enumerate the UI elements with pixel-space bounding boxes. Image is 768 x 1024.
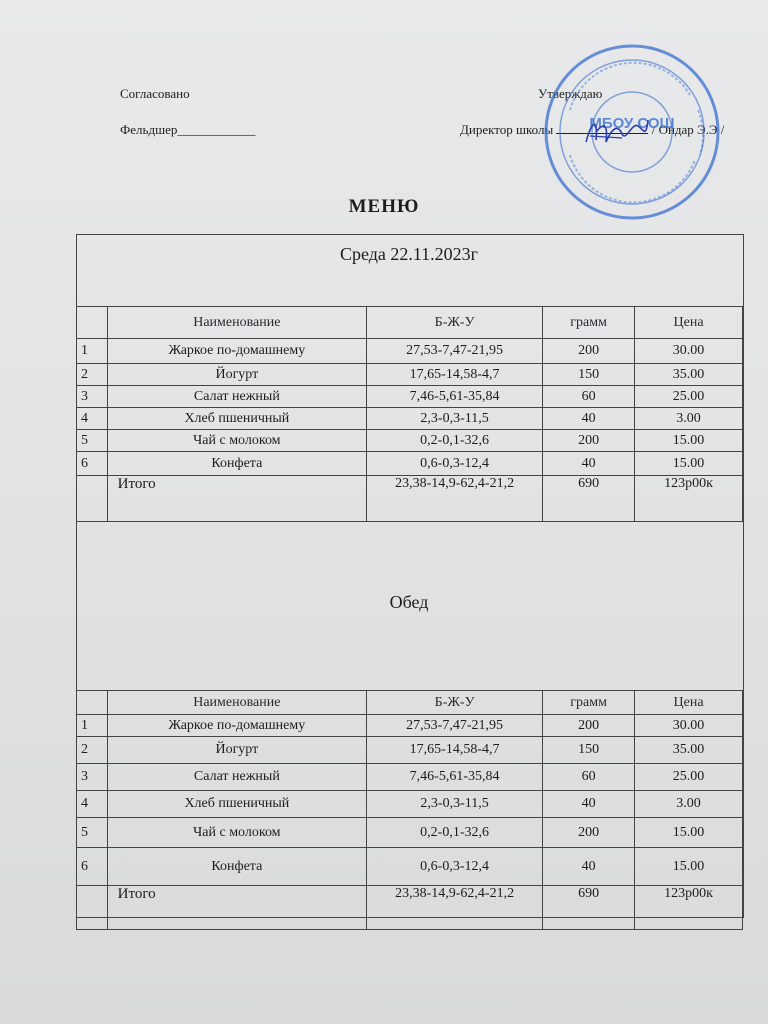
dish-price: 35.00 (635, 737, 743, 764)
dish-gram: 40 (543, 408, 635, 430)
table-row (77, 791, 743, 818)
dish-name: Салат нежный (107, 386, 366, 408)
dish-price: 3.00 (635, 791, 743, 818)
dish-gram: 40 (543, 848, 635, 886)
dish-price: 15.00 (635, 848, 743, 886)
row-num: 5 (77, 430, 108, 452)
dish-gram: 200 (543, 715, 635, 737)
dish-bju: 7,46-5,61-35,84 (367, 386, 543, 408)
dish-price: 30.00 (635, 715, 743, 737)
dish-bju: 0,2-0,1-32,6 (367, 430, 543, 452)
dish-bju: 0,2-0,1-32,6 (367, 818, 543, 848)
stamp-text: МБОУ СОШ (589, 115, 675, 132)
dish-gram: 200 (543, 430, 635, 452)
dish-bju: 7,46-5,61-35,84 (367, 764, 543, 791)
total-gram: 690 (543, 476, 635, 522)
dish-price: 15.00 (635, 430, 743, 452)
dish-price: 15.00 (635, 452, 743, 476)
row-num: 1 (77, 339, 108, 364)
total-num-cell (77, 886, 108, 930)
row-num: 4 (77, 791, 108, 818)
row-num: 1 (77, 715, 108, 737)
header-gram: грамм (543, 307, 635, 339)
total-price: 123р00к (635, 476, 743, 522)
table-row (77, 364, 743, 386)
document-title: МЕНЮ (348, 196, 420, 217)
dish-name: Йогурт (107, 364, 366, 386)
dish-bju: 17,65-14,58-4,7 (367, 364, 543, 386)
table-row (77, 386, 743, 408)
table-row (77, 452, 743, 476)
dish-bju: 17,65-14,58-4,7 (367, 737, 543, 764)
row-num: 2 (77, 737, 108, 764)
lunch-table (76, 690, 743, 930)
header-num-cell (77, 307, 108, 339)
header-num-cell (77, 691, 108, 715)
row-num: 6 (77, 452, 108, 476)
header-name: Наименование (107, 307, 366, 339)
dish-price: 25.00 (635, 386, 743, 408)
paramedic-label: Фельдшер____________ (120, 122, 256, 137)
dish-gram: 200 (543, 339, 635, 364)
table-row (77, 764, 743, 791)
dish-bju: 2,3-0,3-11,5 (367, 791, 543, 818)
total-bju: 23,38-14,9-62,4-21,2 (367, 476, 543, 522)
lunch-heading: Обед (389, 592, 429, 612)
dish-gram: 150 (543, 737, 635, 764)
dish-bju: 27,53-7,47-21,95 (367, 339, 543, 364)
header-price: Цена (635, 691, 743, 715)
dish-price: 3.00 (635, 408, 743, 430)
dish-name: Хлеб пшеничный (107, 408, 366, 430)
total-price: 123р00к (635, 886, 743, 930)
table-row (77, 408, 743, 430)
dish-gram: 60 (543, 764, 635, 791)
row-num: 2 (77, 364, 108, 386)
dish-name: Салат нежный (107, 764, 366, 791)
agreed-label: Согласовано (120, 86, 190, 101)
dish-name: Конфета (107, 452, 366, 476)
dish-gram: 40 (543, 452, 635, 476)
table-row (77, 737, 743, 764)
dish-name: Йогурт (107, 737, 366, 764)
dish-gram: 40 (543, 791, 635, 818)
dish-name: Чай с молоком (107, 818, 366, 848)
total-row (77, 886, 743, 930)
approval-left-block (120, 86, 255, 158)
header-price: Цена (635, 307, 743, 339)
breakfast-table (76, 306, 743, 522)
total-label: Итого (107, 886, 366, 930)
table-header-row (77, 691, 743, 715)
header-gram: грамм (543, 691, 635, 715)
row-num: 3 (77, 764, 108, 791)
dish-name: Конфета (107, 848, 366, 886)
total-bju: 23,38-14,9-62,4-21,2 (367, 886, 543, 930)
dish-price: 25.00 (635, 764, 743, 791)
signature-icon (582, 112, 652, 152)
director-name: / Ондар Э.Э / (651, 122, 725, 137)
dish-name: Чай с молоком (107, 430, 366, 452)
header-name: Наименование (107, 691, 366, 715)
table-row (77, 715, 743, 737)
dish-price: 35.00 (635, 364, 743, 386)
row-num: 4 (77, 408, 108, 430)
total-gram: 690 (543, 886, 635, 930)
dish-name: Хлеб пшеничный (107, 791, 366, 818)
table-row (77, 339, 743, 364)
table-header-row (77, 307, 743, 339)
dish-price: 15.00 (635, 818, 743, 848)
dish-gram: 60 (543, 386, 635, 408)
row-num: 6 (77, 848, 108, 886)
table-row (77, 430, 743, 452)
total-row (77, 476, 743, 522)
dish-gram: 200 (543, 818, 635, 848)
dish-bju: 0,6-0,3-12,4 (367, 452, 543, 476)
dish-bju: 2,3-0,3-11,5 (367, 408, 543, 430)
row-num: 3 (77, 386, 108, 408)
header-bju: Б-Ж-У (367, 691, 543, 715)
dish-name: Жаркое по-домашнему (107, 715, 366, 737)
approve-label: Утверждаю (538, 86, 603, 101)
total-label: Итого (107, 476, 366, 522)
breakfast-heading: Среда 22.11.2023г (339, 244, 479, 264)
table-row (77, 848, 743, 886)
header-bju: Б-Ж-У (367, 307, 543, 339)
director-label: Директор школы (460, 122, 554, 137)
dish-price: 30.00 (635, 339, 743, 364)
dish-bju: 0,6-0,3-12,4 (367, 848, 543, 886)
dish-name: Жаркое по-домашнему (107, 339, 366, 364)
dish-gram: 150 (543, 364, 635, 386)
row-num: 5 (77, 818, 108, 848)
dish-bju: 27,53-7,47-21,95 (367, 715, 543, 737)
total-num-cell (77, 476, 108, 522)
table-row (77, 818, 743, 848)
